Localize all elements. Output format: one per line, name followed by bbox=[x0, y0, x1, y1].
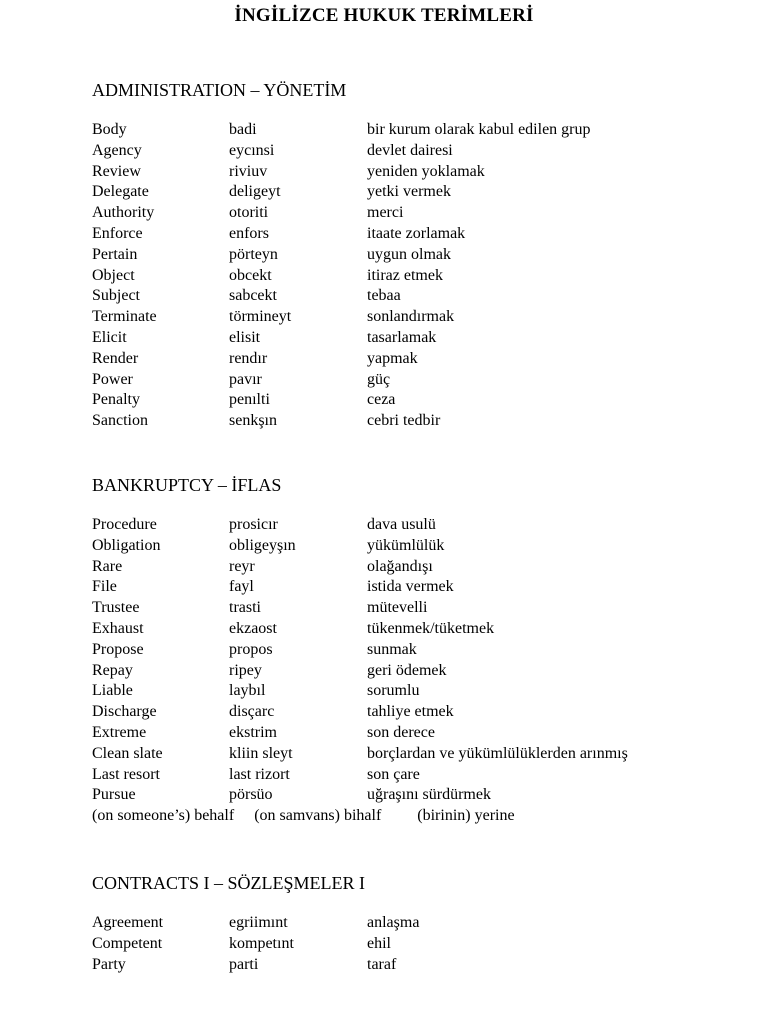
term-pronunciation: ripey bbox=[229, 661, 262, 679]
term-english: Agency bbox=[92, 141, 142, 159]
term-turkish: mütevelli bbox=[367, 599, 428, 617]
term-pronunciation: propos bbox=[229, 640, 273, 658]
term-turkish: sonlandırmak bbox=[367, 308, 455, 326]
term-english: Last resort bbox=[92, 765, 160, 783]
term-row bbox=[92, 619, 752, 640]
term-english: Delegate bbox=[92, 183, 149, 201]
term-pronunciation: pavır bbox=[229, 370, 262, 388]
term-english: Object bbox=[92, 266, 135, 284]
term-turkish: son çare bbox=[367, 765, 420, 783]
term-english: Rare bbox=[92, 557, 123, 575]
term-row bbox=[92, 286, 752, 307]
term-row bbox=[92, 266, 752, 287]
term-turkish: yeniden yoklamak bbox=[367, 162, 485, 180]
term-list bbox=[92, 913, 752, 975]
term-turkish: güç bbox=[367, 370, 391, 388]
term-row bbox=[92, 182, 752, 203]
term-pronunciation: kompetınt bbox=[229, 934, 294, 952]
term-list bbox=[92, 515, 752, 806]
term-english: Enforce bbox=[92, 224, 143, 242]
term-english: Agreement bbox=[92, 914, 164, 931]
term-row bbox=[92, 224, 752, 245]
term-row bbox=[92, 536, 752, 557]
term-english: Penalty bbox=[92, 391, 140, 409]
term-row bbox=[92, 141, 752, 162]
term-turkish: yetki vermek bbox=[367, 183, 451, 201]
term-row bbox=[92, 411, 752, 432]
section-heading: ADMINISTRATION – YÖNETİM bbox=[92, 80, 347, 100]
term-english: Discharge bbox=[92, 703, 157, 721]
term-english: Extreme bbox=[92, 723, 147, 741]
term-turkish: yapmak bbox=[367, 349, 418, 367]
term-turkish: itaate zorlamak bbox=[367, 224, 466, 242]
term-english: Trustee bbox=[92, 599, 140, 617]
term-english: Render bbox=[92, 349, 139, 367]
term-pronunciation: pörsüo bbox=[229, 786, 273, 804]
term-pronunciation: obcekt bbox=[229, 266, 272, 284]
term-turkish: tahliye etmek bbox=[367, 703, 454, 721]
term-row bbox=[92, 598, 752, 619]
term-pronunciation: kliin sleyt bbox=[229, 744, 293, 762]
term-turkish: cebri tedbir bbox=[367, 412, 441, 430]
term-turkish: merci bbox=[367, 204, 404, 222]
term-english: Authority bbox=[92, 204, 155, 222]
term-pronunciation: egriimınt bbox=[229, 914, 288, 931]
term-english: Body bbox=[92, 121, 127, 138]
term-row bbox=[92, 162, 752, 183]
term-pronunciation: reyr bbox=[229, 557, 255, 575]
section-heading: CONTRACTS I – SÖZLEŞMELER I bbox=[92, 873, 366, 893]
term-row bbox=[92, 370, 752, 391]
term-pronunciation: törmineyt bbox=[229, 308, 292, 326]
term-english: Subject bbox=[92, 287, 140, 305]
page-title: İNGİLİZCE HUKUK TERİMLERİ bbox=[234, 5, 534, 26]
term-row bbox=[92, 203, 752, 224]
term-row bbox=[92, 765, 752, 786]
term-turkish: istida vermek bbox=[367, 578, 454, 596]
term-english: File bbox=[92, 578, 117, 596]
term-row bbox=[92, 681, 752, 702]
term-english: Elicit bbox=[92, 328, 127, 346]
term-row bbox=[92, 913, 752, 934]
term-pronunciation: fayl bbox=[229, 578, 254, 596]
term-english: Sanction bbox=[92, 412, 148, 430]
term-row bbox=[92, 328, 752, 349]
term-pronunciation: last rizort bbox=[229, 765, 290, 783]
section-contracts bbox=[92, 871, 752, 975]
term-row bbox=[92, 120, 752, 141]
term-row bbox=[92, 515, 752, 536]
term-pronunciation: elisit bbox=[229, 328, 261, 346]
note-pronunciation: (on samvans) bihalf bbox=[254, 807, 382, 825]
term-turkish: ehil bbox=[367, 934, 391, 952]
term-turkish: uygun olmak bbox=[367, 245, 451, 263]
term-row bbox=[92, 390, 752, 411]
term-english: Terminate bbox=[92, 308, 157, 326]
term-row bbox=[92, 640, 752, 661]
term-turkish: son derece bbox=[367, 723, 435, 741]
term-turkish: ceza bbox=[367, 391, 396, 409]
term-row bbox=[92, 702, 752, 723]
term-english: Procedure bbox=[92, 516, 157, 533]
section-bankruptcy bbox=[92, 473, 752, 827]
term-english: Review bbox=[92, 162, 141, 180]
term-pronunciation: prosicır bbox=[229, 516, 278, 533]
term-pronunciation: rendır bbox=[229, 349, 268, 367]
term-english: Obligation bbox=[92, 536, 161, 554]
term-pronunciation: sabcekt bbox=[229, 287, 277, 305]
term-pronunciation: ekzaost bbox=[229, 619, 277, 637]
term-turkish: bir kurum olarak kabul edilen grup bbox=[367, 121, 591, 138]
section-administration bbox=[92, 78, 752, 432]
term-english: Pursue bbox=[92, 786, 136, 804]
term-row bbox=[92, 744, 752, 765]
term-pronunciation: eycınsi bbox=[229, 141, 275, 159]
term-pronunciation: senkşın bbox=[229, 412, 277, 430]
term-english: Propose bbox=[92, 640, 144, 658]
term-row bbox=[92, 245, 752, 266]
note-term: (on someone’s) behalf bbox=[92, 807, 235, 825]
term-row bbox=[92, 577, 752, 598]
term-english: Competent bbox=[92, 934, 163, 952]
term-turkish: anlaşma bbox=[367, 914, 420, 931]
term-pronunciation: riviuv bbox=[229, 162, 268, 180]
note-meaning: (birinin) yerine bbox=[417, 807, 515, 825]
term-turkish: borçlardan ve yükümlülüklerden arınmış bbox=[367, 744, 628, 762]
term-english: Clean slate bbox=[92, 744, 163, 762]
term-pronunciation: pörteyn bbox=[229, 245, 278, 263]
term-row bbox=[92, 661, 752, 682]
term-english: Power bbox=[92, 370, 133, 388]
term-row bbox=[92, 349, 752, 370]
term-pronunciation: trasti bbox=[229, 599, 261, 617]
term-pronunciation: penılti bbox=[229, 391, 270, 409]
term-english: Party bbox=[92, 955, 126, 973]
term-turkish: devlet dairesi bbox=[367, 141, 453, 159]
term-english: Pertain bbox=[92, 245, 138, 263]
term-turkish: uğraşını sürdürmek bbox=[367, 786, 491, 804]
term-pronunciation: disçarc bbox=[229, 703, 275, 721]
term-turkish: sunmak bbox=[367, 640, 417, 658]
term-pronunciation: obligeyşın bbox=[229, 536, 296, 554]
term-english: Exhaust bbox=[92, 619, 144, 637]
term-turkish: taraf bbox=[367, 955, 397, 973]
term-turkish: tebaa bbox=[367, 287, 401, 305]
term-pronunciation: ekstrim bbox=[229, 723, 277, 741]
term-pronunciation: laybıl bbox=[229, 682, 266, 700]
term-row bbox=[92, 934, 752, 955]
term-row bbox=[92, 955, 752, 976]
term-pronunciation: badi bbox=[229, 121, 257, 138]
term-turkish: olağandışı bbox=[367, 557, 433, 575]
term-row bbox=[92, 307, 752, 328]
term-turkish: dava usulü bbox=[367, 516, 436, 533]
term-row bbox=[92, 723, 752, 744]
section-heading: BANKRUPTCY – İFLAS bbox=[92, 475, 282, 495]
term-row bbox=[92, 785, 752, 806]
term-pronunciation: parti bbox=[229, 955, 259, 973]
term-turkish: geri ödemek bbox=[367, 661, 447, 679]
term-turkish: sorumlu bbox=[367, 682, 420, 700]
term-english: Repay bbox=[92, 661, 133, 679]
term-english: Liable bbox=[92, 682, 133, 700]
term-turkish: yükümlülük bbox=[367, 536, 445, 554]
term-pronunciation: deligeyt bbox=[229, 183, 281, 201]
behalf-note-row bbox=[92, 806, 752, 827]
term-pronunciation: enfors bbox=[229, 224, 269, 242]
term-list bbox=[92, 120, 752, 432]
term-row bbox=[92, 557, 752, 578]
term-pronunciation: otoriti bbox=[229, 204, 269, 222]
term-turkish: itiraz etmek bbox=[367, 266, 443, 284]
term-turkish: tükenmek/tüketmek bbox=[367, 619, 495, 637]
term-turkish: tasarlamak bbox=[367, 328, 437, 346]
